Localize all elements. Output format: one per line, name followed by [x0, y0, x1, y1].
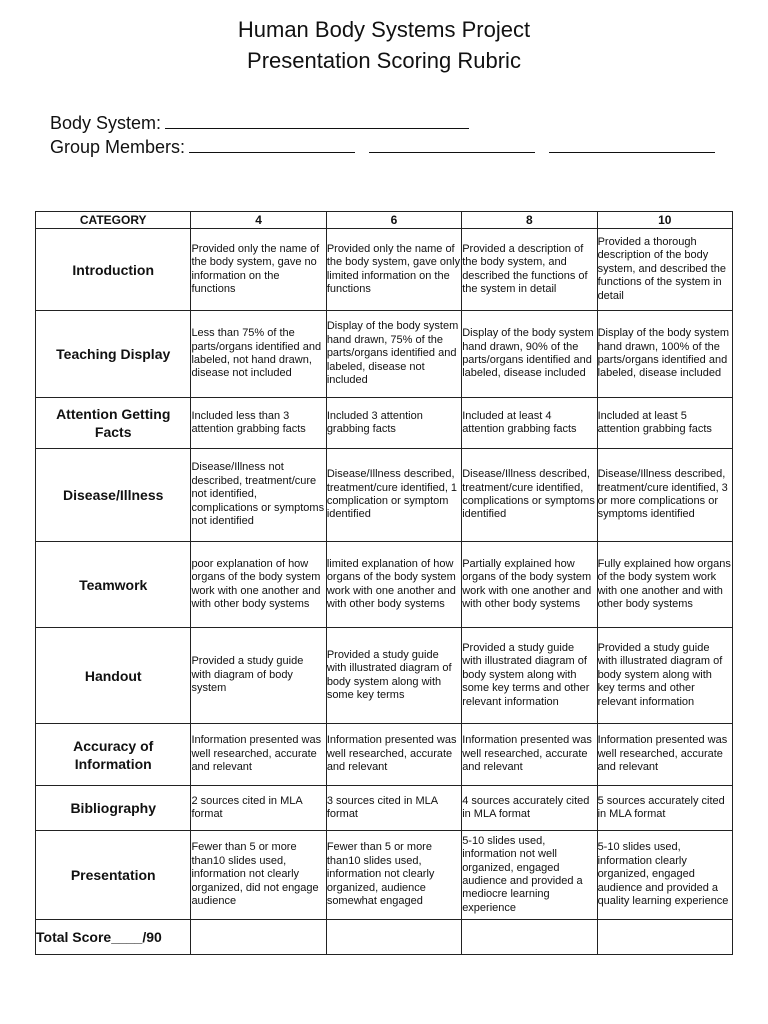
- rubric-table: [35, 211, 733, 955]
- criteria-cell: Information presented was well researched, accurate and relevant: [326, 724, 461, 786]
- criteria-cell: Included less than 3 attention grabbing facts: [191, 398, 326, 449]
- category-label: Teamwork: [36, 542, 191, 628]
- group-member-blank-1[interactable]: [189, 134, 355, 153]
- rubric-row: [36, 229, 733, 311]
- category-label: Attention Getting Facts: [36, 398, 191, 449]
- rubric-row: [36, 628, 733, 724]
- criteria-cell: Display of the body system hand drawn, 90% of the parts/organs identified and labeled, disease included: [462, 311, 597, 398]
- rubric-row: [36, 449, 733, 542]
- criteria-cell: Provided only the name of the body system, gave only limited information on the functions: [326, 229, 461, 311]
- criteria-cell: Less than 75% of the parts/organs identified and labeled, not hand drawn, disease not included: [191, 311, 326, 398]
- criteria-cell: 4 sources accurately cited in MLA format: [462, 786, 597, 831]
- criteria-cell: Provided a study guide with illustrated diagram of body system along with key terms and other relevant information: [597, 628, 732, 724]
- criteria-cell: Fewer than 5 or more than10 slides used, information not clearly organized, did not engage audience: [191, 831, 326, 920]
- criteria-cell: Provided only the name of the body system, gave no information on the functions: [191, 229, 326, 311]
- total-score-cell[interactable]: [191, 920, 326, 955]
- rubric-row: [36, 831, 733, 920]
- header-score-4: 4: [191, 212, 326, 229]
- criteria-cell: Disease/Illness described, treatment/cure identified, complications or symptoms identified: [462, 449, 597, 542]
- criteria-cell: Partially explained how organs of the body system work with one another and with other body systems: [462, 542, 597, 628]
- criteria-cell: 5-10 slides used, information not well organized, engaged audience and provided a mediocre learning experience: [462, 831, 597, 920]
- total-score-cell[interactable]: [462, 920, 597, 955]
- body-system-field: [50, 110, 469, 134]
- rubric-row: [36, 311, 733, 398]
- total-score-label: Total Score____/90: [36, 920, 191, 955]
- criteria-cell: Information presented was well researched, accurate and relevant: [462, 724, 597, 786]
- body-system-label: Body System:: [50, 113, 162, 133]
- body-system-blank[interactable]: [165, 110, 469, 129]
- criteria-cell: Disease/Illness described, treatment/cure identified, 3 or more complications or symptoms identified: [597, 449, 732, 542]
- criteria-cell: Display of the body system hand drawn, 100% of the parts/organs identified and labeled, disease included: [597, 311, 732, 398]
- category-label: Introduction: [36, 229, 191, 311]
- group-members-label: Group Members:: [50, 137, 186, 157]
- category-label: Teaching Display: [36, 311, 191, 398]
- group-member-blank-2[interactable]: [369, 134, 535, 153]
- criteria-cell: 2 sources cited in MLA format: [191, 786, 326, 831]
- category-label: Disease/Illness: [36, 449, 191, 542]
- criteria-cell: Information presented was well researched, accurate and relevant: [191, 724, 326, 786]
- criteria-cell: Fewer than 5 or more than10 slides used, information not clearly organized, audience somewhat engaged: [326, 831, 461, 920]
- criteria-cell: 5 sources accurately cited in MLA format: [597, 786, 732, 831]
- category-label: Handout: [36, 628, 191, 724]
- rubric-header-row: [36, 212, 733, 229]
- page-subtitle: Presentation Scoring Rubric: [247, 48, 521, 73]
- criteria-cell: Provided a study guide with illustrated diagram of body system along with some key terms and other relevant information: [462, 628, 597, 724]
- criteria-cell: poor explanation of how organs of the body system work with one another and with other body systems: [191, 542, 326, 628]
- criteria-cell: Information presented was well researched, accurate and relevant: [597, 724, 732, 786]
- criteria-cell: Included at least 5 attention grabbing facts: [597, 398, 732, 449]
- criteria-cell: Included 3 attention grabbing facts: [326, 398, 461, 449]
- header-score-10: 10: [597, 212, 732, 229]
- category-label: Accuracy of Information: [36, 724, 191, 786]
- header-score-8: 8: [462, 212, 597, 229]
- group-members-field: [50, 134, 715, 158]
- rubric-row: [36, 542, 733, 628]
- page-title: Human Body Systems Project: [237, 17, 531, 42]
- rubric-row: [36, 724, 733, 786]
- criteria-cell: Disease/Illness not described, treatment/cure not identified, complications or symptoms not identified: [191, 449, 326, 542]
- category-label: Bibliography: [36, 786, 191, 831]
- total-score-cell[interactable]: [597, 920, 732, 955]
- criteria-cell: Fully explained how organs of the body system work with one another and with other body systems: [597, 542, 732, 628]
- criteria-cell: limited explanation of how organs of the body system work with one another and with other body systems: [326, 542, 461, 628]
- criteria-cell: Display of the body system hand drawn, 75% of the parts/organs identified and labeled, disease not included: [326, 311, 461, 398]
- category-label: Presentation: [36, 831, 191, 920]
- group-member-blank-3[interactable]: [549, 134, 715, 153]
- header-category: CATEGORY: [36, 212, 191, 229]
- rubric-body: [36, 229, 733, 955]
- total-score-cell[interactable]: [326, 920, 461, 955]
- criteria-cell: Disease/Illness described, treatment/cure identified, 1 complication or symptom identified: [326, 449, 461, 542]
- header-score-6: 6: [326, 212, 461, 229]
- rubric-row: [36, 398, 733, 449]
- criteria-cell: Provided a study guide with diagram of body system: [191, 628, 326, 724]
- criteria-cell: Included at least 4 attention grabbing facts: [462, 398, 597, 449]
- criteria-cell: Provided a description of the body system, and described the functions of the system in detail: [462, 229, 597, 311]
- criteria-cell: Provided a study guide with illustrated diagram of body system along with some key terms: [326, 628, 461, 724]
- total-score-row: [36, 920, 733, 955]
- criteria-cell: 3 sources cited in MLA format: [326, 786, 461, 831]
- criteria-cell: Provided a thorough description of the body system, and described the functions of the system in detail: [597, 229, 732, 311]
- rubric-row: [36, 786, 733, 831]
- criteria-cell: 5-10 slides used, information clearly organized, engaged audience and provided a quality learning experience: [597, 831, 732, 920]
